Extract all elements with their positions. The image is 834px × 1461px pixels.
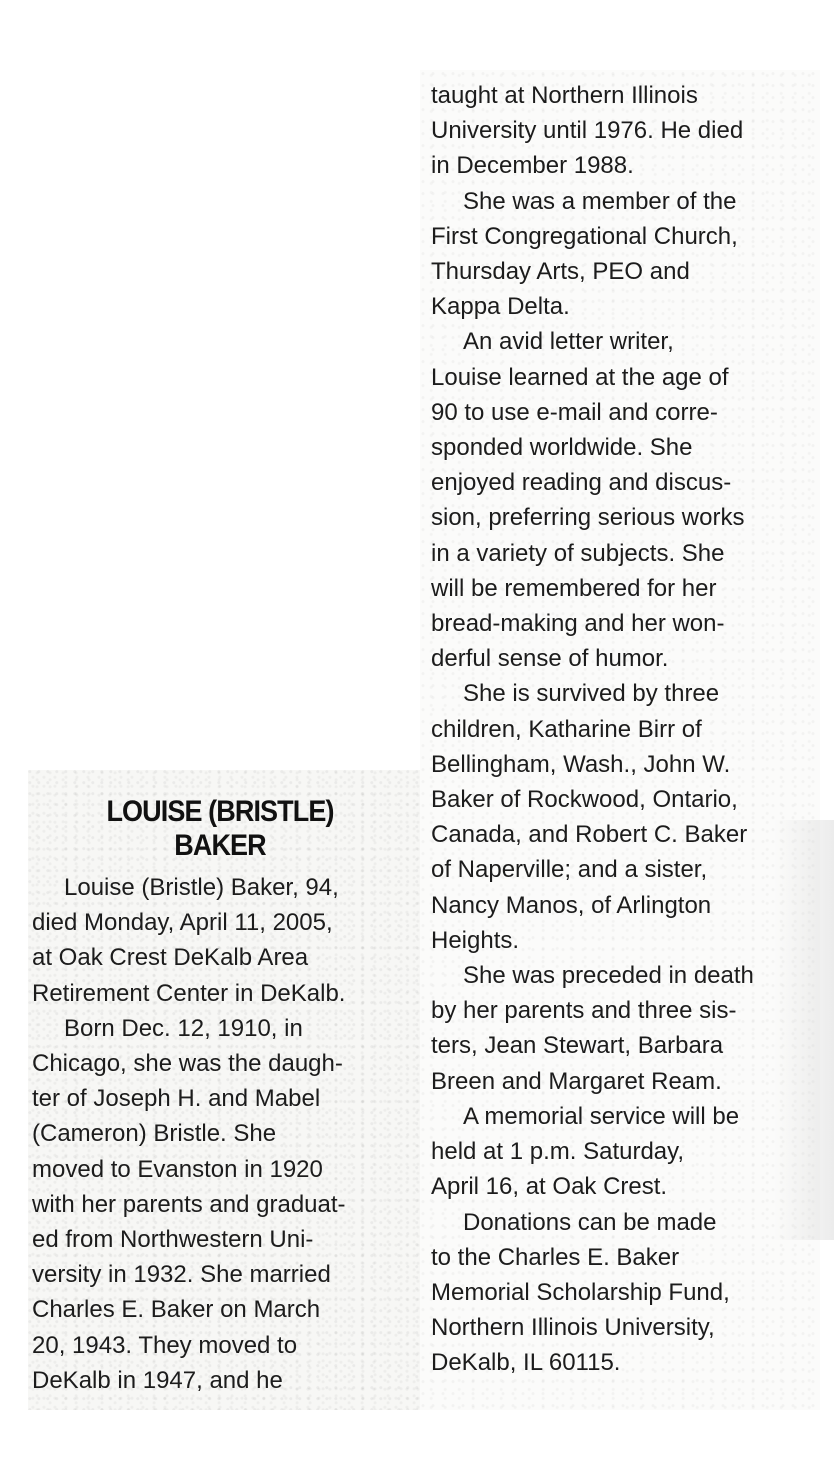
text-line: died Monday, April 11, 2005, bbox=[32, 909, 333, 937]
right-text-column bbox=[431, 78, 811, 1381]
text-line: An avid letter writer, bbox=[463, 328, 674, 356]
text-line: ters, Jean Stewart, Barbara bbox=[431, 1032, 724, 1060]
text-line: 90 to use e-mail and corre- bbox=[431, 398, 718, 426]
text-line: First Congregational Church, bbox=[431, 222, 738, 250]
text-line: Kappa Delta. bbox=[431, 293, 570, 321]
text-line: Nancy Manos, of Arlington bbox=[431, 891, 712, 919]
text-line: Retirement Center in DeKalb. bbox=[32, 979, 346, 1007]
text-line: DeKalb in 1947, and he bbox=[32, 1366, 283, 1394]
text-line: Breen and Margaret Ream. bbox=[431, 1067, 722, 1095]
text-line: with her parents and graduat- bbox=[32, 1190, 346, 1218]
text-line: at Oak Crest DeKalb Area bbox=[32, 944, 309, 972]
text-line: Memorial Scholarship Fund, bbox=[431, 1278, 730, 1306]
text-line: enjoyed reading and discus- bbox=[431, 469, 732, 497]
text-line: Bellingham, Wash., John W. bbox=[431, 750, 731, 778]
text-line: sion, preferring serious works bbox=[431, 504, 745, 532]
text-line: derful sense of humor. bbox=[431, 645, 669, 673]
text-line: moved to Evanston in 1920 bbox=[32, 1155, 323, 1183]
text-line: in a variety of subjects. She bbox=[431, 539, 725, 567]
text-line: by her parents and three sis- bbox=[431, 997, 737, 1025]
text-line: Canada, and Robert C. Baker bbox=[431, 821, 748, 849]
left-text-column bbox=[32, 870, 408, 1398]
text-line: will be remembered for her bbox=[431, 574, 717, 602]
text-line: ter of Joseph H. and Mabel bbox=[32, 1085, 321, 1113]
text-line: A memorial service will be bbox=[463, 1102, 740, 1130]
text-line: She was a member of the bbox=[463, 187, 737, 215]
text-line: Thursday Arts, PEO and bbox=[431, 258, 690, 286]
obituary-headline bbox=[47, 795, 393, 863]
text-line: versity in 1932. She married bbox=[32, 1261, 331, 1289]
text-line: 20, 1943. They moved to bbox=[32, 1331, 298, 1359]
text-line: Charles E. Baker on March bbox=[32, 1296, 321, 1324]
text-line: in December 1988. bbox=[431, 152, 634, 180]
text-line: Born Dec. 12, 1910, in bbox=[64, 1014, 303, 1042]
text-line: University until 1976. He died bbox=[431, 117, 744, 145]
text-line: Heights. bbox=[431, 926, 520, 954]
text-line: Chicago, she was the daugh- bbox=[32, 1050, 343, 1078]
text-line: sponded worldwide. She bbox=[431, 434, 693, 462]
text-line: (Cameron) Bristle. She bbox=[32, 1120, 277, 1148]
paragraph bbox=[431, 958, 811, 1099]
text-line: held at 1 p.m. Saturday, bbox=[431, 1138, 685, 1166]
paragraph bbox=[431, 1099, 811, 1205]
paragraph bbox=[431, 324, 811, 676]
text-line: of Naperville; and a sister, bbox=[431, 856, 708, 884]
text-line: Louise (Bristle) Baker, 94, bbox=[64, 874, 339, 901]
text-line: bread-making and her won- bbox=[431, 610, 725, 638]
text-line: Northern Illinois University, bbox=[431, 1314, 715, 1342]
text-line: DeKalb, IL 60115. bbox=[431, 1349, 621, 1377]
text-line: to the Charles E. Baker bbox=[431, 1243, 680, 1271]
text-line: She is survived by three bbox=[463, 680, 720, 708]
text-line: Donations can be made bbox=[463, 1208, 717, 1236]
paragraph bbox=[431, 78, 811, 184]
text-line: taught at Northern Illinois bbox=[431, 82, 698, 109]
paragraph bbox=[32, 870, 408, 1011]
text-line: ed from Northwestern Uni- bbox=[32, 1226, 314, 1254]
text-line: children, Katharine Birr of bbox=[431, 715, 702, 743]
paragraph bbox=[32, 1011, 408, 1398]
text-line: Baker of Rockwood, Ontario, bbox=[431, 786, 738, 814]
text-line: Louise learned at the age of bbox=[431, 363, 729, 391]
paragraph bbox=[431, 184, 811, 325]
paragraph bbox=[431, 1205, 811, 1381]
paragraph bbox=[431, 676, 811, 958]
headline-line-2: BAKER bbox=[174, 829, 266, 862]
headline-line-1: LOUISE (BRISTLE) bbox=[106, 795, 334, 828]
text-line: April 16, at Oak Crest. bbox=[431, 1173, 668, 1201]
text-line: She was preceded in death bbox=[463, 962, 754, 990]
